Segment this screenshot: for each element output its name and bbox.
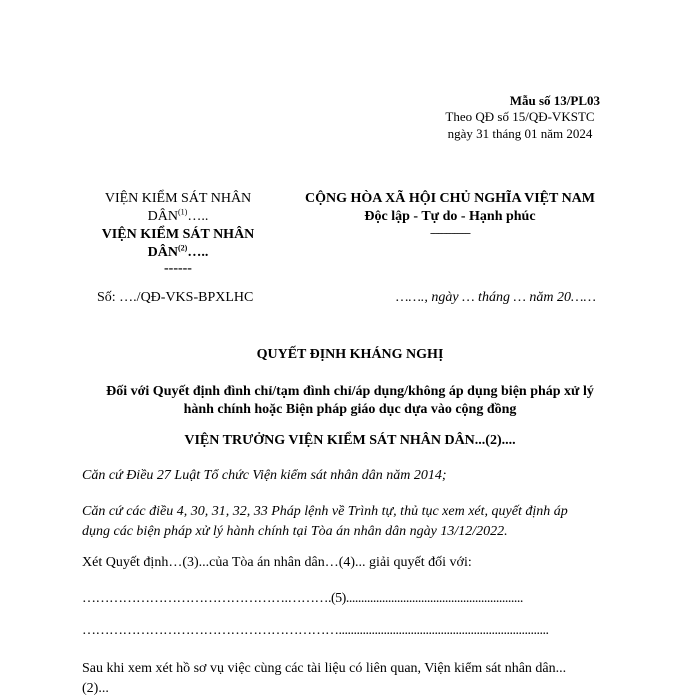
date-line: ……., ngày … tháng … năm 20…… (396, 290, 596, 305)
review-text: Sau khi xem xét hồ sơ vụ việc cùng các tài liệu có liên quan, Viện kiểm sát nhân dân... (2)... (82, 661, 567, 696)
state-title: CỘNG HÒA XÃ HỘI CHỦ NGHĨA VIỆT NAM (304, 191, 595, 206)
agency-line1: VIỆN KIỂM SÁT NHÂN (104, 191, 252, 206)
agency-line3: VIỆN KIỂM SÁT NHÂN (101, 227, 255, 242)
state-separator: --------------- (430, 227, 470, 239)
legal-basis-1: Căn cứ Điều 27 Luật Tổ chức Viện kiểm sát nhân dân năm 2014; (82, 468, 447, 483)
state-motto: Độc lập - Tự do - Hạnh phúc (364, 209, 536, 224)
form-date: ngày 31 tháng 01 năm 2024 (447, 126, 593, 141)
legal-basis-2: Căn cứ các điều 4, 30, 31, 32, 33 Pháp lệnh về Trình tự, thủ tục xem xét, quyết định áp dụng các biện pháp xử lý hành chính tại Tòa án nhân dân ngày 13/12/2022. (82, 504, 568, 539)
blank-line-5: ……………………………………….……….(5)........................................................... (82, 591, 523, 606)
form-number: Mẫu số 13/PL03 (509, 93, 600, 108)
agency-line4: DÂN$^{(2)}$….. (147, 243, 209, 260)
footnote-1: (1) (178, 207, 188, 217)
consideration-text: Xét Quyết định…(3)...của Tòa án nhân dân…(4)... giải quyết đối với: (82, 555, 472, 570)
decision-subtitle: Đối với Quyết định đình chỉ/tạm đình chỉ/áp dụng/không áp dụng biện pháp xử lý hành chính hoặc Biện pháp giáo dục dựa vào cộng đồng (106, 384, 594, 417)
agency-block (88, 190, 268, 276)
state-block (290, 190, 610, 240)
form-basis: Theo QĐ số 15/QĐ-VKSTC (445, 109, 595, 124)
footnote-2: (2) (178, 243, 188, 253)
document-number: Số: …./QĐ-VKS-BPXLHC (97, 290, 254, 305)
agency-separator: ------ (164, 261, 192, 276)
agency-line2: DÂN$^{(1)}$….. (147, 207, 209, 224)
decision-title: QUYẾT ĐỊNH KHÁNG NGHỊ (256, 347, 444, 362)
blank-line-continued: …………………………………………………...................................................................... (82, 623, 549, 638)
issuing-authority: VIỆN TRƯỞNG VIỆN KIỂM SÁT NHÂN DÂN...(2).... (184, 433, 516, 448)
